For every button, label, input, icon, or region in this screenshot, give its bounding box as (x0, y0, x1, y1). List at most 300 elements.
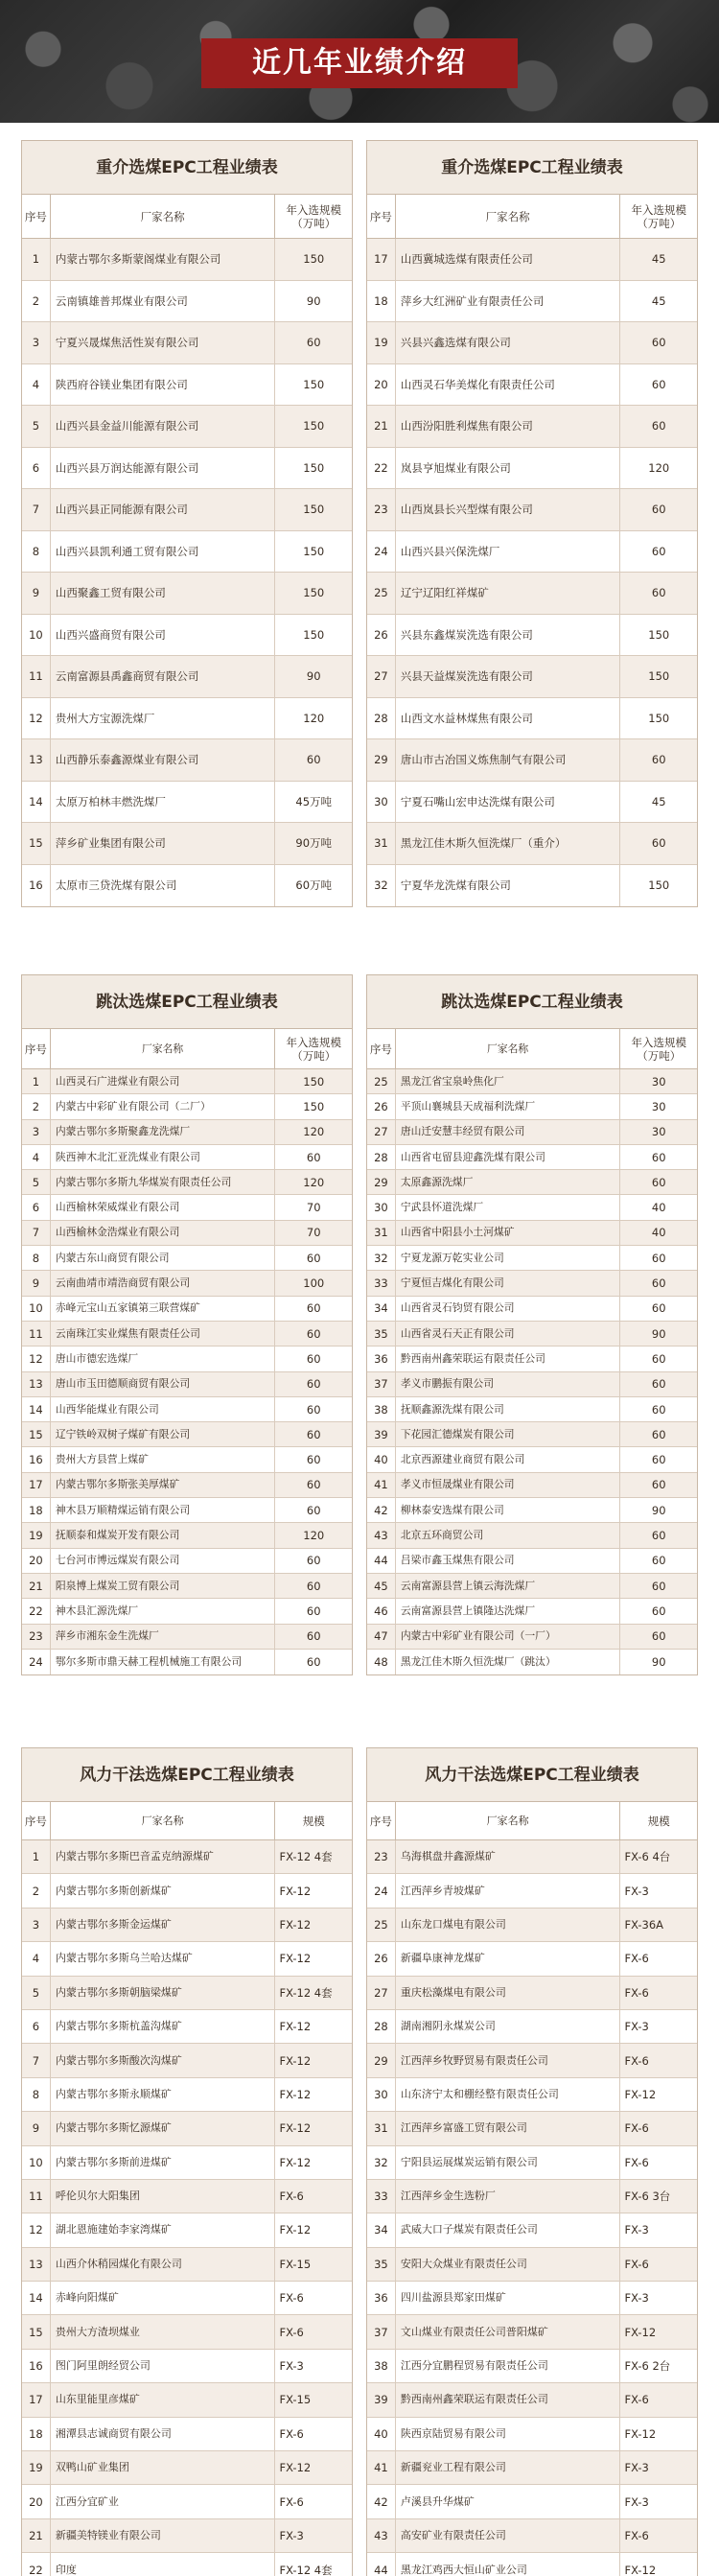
company-name: 山西汾阳胜利煤焦有限公司 (396, 406, 621, 447)
table-row (22, 2451, 352, 2485)
company-name: 太原鑫源洗煤厂 (396, 1170, 621, 1194)
row-number: 26 (367, 1094, 396, 1118)
row-number: 27 (367, 1120, 396, 1144)
table-row (367, 1874, 697, 1908)
company-name: 山东济宁太和棚经整有限责任公司 (396, 2078, 621, 2111)
row-number: 14 (22, 2282, 51, 2314)
company-name: 萍乡矿业集团有限公司 (51, 823, 276, 864)
capacity-value: 70 (306, 1226, 321, 1240)
capacity-value: 45 (651, 293, 666, 308)
company-name: 内蒙古中彩矿业有限公司（二厂） (51, 1094, 276, 1118)
scale-value: FX-12 (279, 1952, 312, 1966)
table-row (22, 1473, 352, 1498)
company-name: 湘潭县志诚商贸有限公司 (51, 2418, 276, 2450)
company-name: 宁夏兴晟煤焦活性炭有限公司 (51, 322, 276, 363)
table-row (367, 2418, 697, 2451)
table-header (22, 1029, 352, 1069)
capacity-value: 60 (651, 336, 666, 350)
table-row (22, 823, 352, 865)
row-number: 16 (22, 2350, 51, 2382)
row-number: 14 (22, 782, 51, 823)
company-name: 内蒙古鄂尔多斯朝脑梁煤矿 (51, 1977, 276, 2009)
row-number: 41 (367, 1473, 396, 1497)
scale-value: FX-12 (279, 2223, 312, 2237)
scale-value: FX-12 4套 (279, 1985, 333, 2000)
company-name: 内蒙古鄂尔多斯张美厚煤矿 (51, 1473, 276, 1497)
company-name: 平顶山襄城县天成福利洗煤厂 (396, 1094, 621, 1118)
capacity-value: 120 (303, 1528, 325, 1542)
header-name: 厂家名称 (51, 1802, 276, 1839)
company-name: 宁夏龙源万乾实业公司 (396, 1246, 621, 1270)
company-name: 陕西府谷镁业集团有限公司 (51, 364, 276, 406)
company-name: 宁武县怀道洗煤厂 (396, 1195, 621, 1219)
scale-value: FX-6 (624, 2053, 649, 2068)
row-number: 41 (367, 2451, 396, 2484)
header-name: 厂家名称 (396, 1029, 621, 1068)
company-name: 赤峰向阳煤矿 (51, 2282, 276, 2314)
section-dense-medium (21, 140, 698, 907)
company-name: 重庆松藻煤电有限公司 (396, 1977, 621, 2009)
company-name: 陕西京陆贸易有限公司 (396, 2418, 621, 2450)
table-row (367, 1909, 697, 1942)
capacity-value: 150 (303, 252, 325, 267)
scale-value: FX-12 (279, 1884, 312, 1898)
table-row (367, 782, 697, 824)
capacity-value: 60 (306, 1503, 321, 1517)
row-number: 26 (367, 615, 396, 656)
company-name: 山西灵石华美煤化有限责任公司 (396, 364, 621, 406)
scale-value: FX-3 (624, 2461, 649, 2475)
header-no: 序号 (22, 195, 51, 238)
company-name: 山西省灵石天正有限公司 (396, 1322, 621, 1346)
table-row (22, 1170, 352, 1195)
capacity-value: 60 (306, 1301, 321, 1316)
scale-value: FX-6 (624, 1952, 649, 1966)
scale-value: FX-12 (279, 2020, 312, 2034)
table-row (367, 1840, 697, 1874)
capacity-value: 150 (303, 1099, 325, 1113)
company-name: 黔西南州鑫荣联运有限责任公司 (396, 1347, 621, 1370)
capacity-value: 45万吨 (295, 794, 333, 808)
table-row (22, 1422, 352, 1447)
header-no: 序号 (22, 1802, 51, 1839)
company-name: 山西聚鑫工贸有限公司 (51, 573, 276, 614)
capacity-value: 60 (306, 1326, 321, 1341)
company-name: 山西榆林金浩煤业有限公司 (51, 1221, 276, 1245)
company-name: 神木县万顺精煤运销有限公司 (51, 1498, 276, 1522)
capacity-value: 40 (651, 1226, 666, 1240)
company-name: 吕梁市鑫玉煤焦有限公司 (396, 1549, 621, 1573)
table-row (22, 782, 352, 824)
row-number: 23 (367, 1840, 396, 1873)
company-name: 四川盐源县郑家田煤矿 (396, 2282, 621, 2314)
row-number: 25 (367, 1909, 396, 1941)
row-number: 40 (367, 2418, 396, 2450)
scale-value: FX-6 (624, 2121, 649, 2136)
table-row (22, 2010, 352, 2044)
company-name: 兴县天益煤炭洗选有限公司 (396, 656, 621, 697)
row-number: 31 (367, 823, 396, 864)
company-name: 内蒙古鄂尔多斯聚鑫龙洗煤厂 (51, 1120, 276, 1144)
company-name: 黔西南州鑫荣联运有限责任公司 (396, 2383, 621, 2416)
table-row (22, 2180, 352, 2213)
row-number: 28 (367, 1145, 396, 1169)
table-row (22, 1347, 352, 1371)
company-name: 山东龙口煤电有限公司 (396, 1909, 621, 1941)
table-row (22, 1297, 352, 1322)
capacity-value: 150 (303, 586, 325, 600)
row-number: 11 (22, 1322, 51, 1346)
table-row (22, 2383, 352, 2417)
capacity-value: 150 (303, 544, 325, 558)
row-number: 30 (367, 782, 396, 823)
row-number: 10 (22, 1297, 51, 1321)
company-name: 山西灵石广进煤业有限公司 (51, 1069, 276, 1093)
capacity-value: 60 (651, 1629, 666, 1644)
company-name: 孝义市恒晟煤业有限公司 (396, 1473, 621, 1497)
row-number: 38 (367, 2350, 396, 2382)
company-name: 黑龙江鸡西大恒山矿业公司 (396, 2553, 621, 2576)
row-number: 30 (367, 1195, 396, 1219)
row-number: 27 (367, 1977, 396, 2009)
scale-value: FX-12 4套 (279, 1850, 333, 1864)
company-name: 太原市三贷洗煤有限公司 (51, 865, 276, 907)
table-row (367, 2044, 697, 2077)
company-name: 云南富源县营上镇云海洗煤厂 (396, 1574, 621, 1598)
table-row (367, 322, 697, 364)
company-name: 唐山迁安慧丰经贸有限公司 (396, 1120, 621, 1144)
scale-value: FX-12 (279, 2053, 312, 2068)
company-name: 萍乡市湘东金生洗煤厂 (51, 1625, 276, 1649)
row-number: 21 (22, 1574, 51, 1598)
row-number: 18 (367, 281, 396, 322)
table-title: 跳汰选煤EPC工程业绩表 (22, 975, 352, 1029)
table-row (367, 1347, 697, 1371)
table-row (22, 1549, 352, 1574)
table-row (22, 1523, 352, 1548)
table-row (367, 1145, 697, 1170)
row-number: 21 (22, 2519, 51, 2552)
table-row (367, 2451, 697, 2485)
row-number: 24 (367, 1874, 396, 1907)
results-table (21, 140, 353, 907)
capacity-value: 60 (306, 1377, 321, 1392)
row-number: 44 (367, 1549, 396, 1573)
table-row (22, 1145, 352, 1170)
table-row (367, 1977, 697, 2010)
results-table (21, 1747, 353, 2576)
table-row (22, 1840, 352, 1874)
row-number: 15 (22, 2315, 51, 2348)
capacity-value: 60 (651, 1150, 666, 1164)
header-name: 厂家名称 (51, 1029, 276, 1068)
capacity-value: 30 (651, 1074, 666, 1089)
table-row (367, 2485, 697, 2518)
table-row (367, 1322, 697, 1347)
scale-value: FX-3 (624, 1884, 649, 1898)
scale-value: FX-6 3台 (624, 2190, 671, 2204)
row-number: 18 (22, 2418, 51, 2450)
capacity-value: 60 (306, 1604, 321, 1618)
table-row (22, 739, 352, 782)
row-number: 17 (22, 2383, 51, 2416)
row-number: 46 (367, 1599, 396, 1623)
capacity-value: 60 (651, 1579, 666, 1593)
capacity-value: 60 (651, 377, 666, 391)
table-row (22, 281, 352, 323)
capacity-value: 45 (651, 252, 666, 267)
row-number: 44 (367, 2553, 396, 2576)
row-number: 9 (22, 1271, 51, 1295)
capacity-value: 150 (303, 419, 325, 433)
row-number: 43 (367, 1523, 396, 1547)
table-row (22, 1246, 352, 1271)
row-number: 34 (367, 1297, 396, 1321)
capacity-value: 120 (303, 711, 325, 725)
company-name: 辽宁辽阳红祥煤矿 (396, 573, 621, 614)
capacity-value: 150 (303, 627, 325, 642)
company-name: 鄂尔多斯市鼎天赫工程机械施工有限公司 (51, 1650, 276, 1674)
header-name: 厂家名称 (396, 195, 621, 238)
company-name: 内蒙古中彩矿业有限公司（一厂） (396, 1625, 621, 1649)
results-table (21, 974, 353, 1675)
company-name: 乌海棋盘井鑫源煤矿 (396, 1840, 621, 1873)
scale-value: FX-12 (624, 2087, 657, 2101)
company-name: 安阳大众煤业有限责任公司 (396, 2248, 621, 2281)
row-number: 17 (367, 239, 396, 280)
table-row (367, 2213, 697, 2247)
header-scale: 规模 (302, 1814, 325, 1828)
capacity-value: 150 (303, 503, 325, 517)
capacity-value: 60 (651, 1528, 666, 1542)
table-header (367, 195, 697, 239)
row-number: 20 (22, 1549, 51, 1573)
table-row (22, 2418, 352, 2451)
table-row (22, 1397, 352, 1422)
capacity-value: 60 (651, 1351, 666, 1366)
company-name: 贵州大方县营上煤矿 (51, 1447, 276, 1471)
table-row (22, 1942, 352, 1976)
capacity-value: 60 (651, 544, 666, 558)
capacity-value: 90 (651, 1326, 666, 1341)
row-number: 31 (367, 1221, 396, 1245)
company-name: 文山煤业有限责任公司普阳煤矿 (396, 2315, 621, 2348)
table-row (367, 2315, 697, 2349)
row-number: 36 (367, 2282, 396, 2314)
company-name: 内蒙古鄂尔多斯乌兰哈达煤矿 (51, 1942, 276, 1975)
company-name: 山西省灵石钧贸有限公司 (396, 1297, 621, 1321)
table-row (367, 1574, 697, 1599)
capacity-value: 60 (651, 419, 666, 433)
company-name: 唐山市德宏选煤厂 (51, 1347, 276, 1370)
company-name: 武威大口子煤炭有限责任公司 (396, 2213, 621, 2246)
row-number: 36 (367, 1347, 396, 1370)
row-number: 28 (367, 698, 396, 739)
table-row (22, 1498, 352, 1523)
company-name: 新疆阜康神龙煤矿 (396, 1942, 621, 1975)
table-row (367, 573, 697, 615)
row-number: 42 (367, 2485, 396, 2517)
table-row (22, 489, 352, 531)
capacity-value: 60 (651, 753, 666, 767)
row-number: 6 (22, 1195, 51, 1219)
table-row (22, 2485, 352, 2518)
company-name: 内蒙古鄂尔多斯酸次沟煤矿 (51, 2044, 276, 2076)
table-row (22, 1120, 352, 1145)
row-number: 25 (367, 573, 396, 614)
company-name: 唐山市古冶国义炼焦制气有限公司 (396, 739, 621, 781)
header-capacity: 年入选规模（万吨） (286, 202, 341, 230)
table-row (22, 239, 352, 281)
row-number: 5 (22, 1977, 51, 2009)
header-capacity: 年入选规模（万吨） (631, 202, 686, 230)
company-name: 宁夏石嘴山宏申达洗煤有限公司 (396, 782, 621, 823)
company-name: 内蒙古鄂尔多斯蒙阁煤业有限公司 (51, 239, 276, 280)
capacity-value: 60 (306, 1478, 321, 1492)
table-row (22, 615, 352, 657)
table-row (367, 1523, 697, 1548)
table-row (22, 1195, 352, 1220)
row-number: 17 (22, 1473, 51, 1497)
table-row (367, 531, 697, 574)
row-number: 33 (367, 1271, 396, 1295)
row-number: 2 (22, 281, 51, 322)
table-title: 风力干法选煤EPC工程业绩表 (22, 1748, 352, 1802)
capacity-value: 60 (651, 1402, 666, 1417)
company-name: 山西静乐泰鑫源煤业有限公司 (51, 739, 276, 781)
company-name: 山西兴县金益川能源有限公司 (51, 406, 276, 447)
company-name: 辽宁铁岭双树子煤矿有限公司 (51, 1422, 276, 1446)
table-row (367, 1942, 697, 1976)
row-number: 19 (22, 1523, 51, 1547)
table-row (367, 1120, 697, 1145)
capacity-value: 60 (306, 1579, 321, 1593)
company-name: 神木县汇源洗煤厂 (51, 1599, 276, 1623)
company-name: 山西兴县凯利通工贸有限公司 (51, 531, 276, 573)
table-row (22, 2248, 352, 2282)
page-title: 近几年业绩介绍 (201, 38, 518, 88)
results-table (366, 974, 698, 1675)
row-number: 2 (22, 1094, 51, 1118)
header-scale: 规模 (647, 1814, 670, 1828)
table-row (22, 2519, 352, 2553)
table-row (367, 1372, 697, 1397)
table-row (22, 2213, 352, 2247)
table-row (22, 2112, 352, 2145)
row-number: 8 (22, 1246, 51, 1270)
company-name: 贵州大方渣坝煤业 (51, 2315, 276, 2348)
row-number: 23 (367, 489, 396, 530)
company-name: 岚县亨旭煤业有限公司 (396, 448, 621, 489)
table-row (22, 2282, 352, 2315)
table-row (367, 2112, 697, 2145)
company-name: 山西华能煤业有限公司 (51, 1397, 276, 1421)
company-name: 萍乡大红洲矿业有限责任公司 (396, 281, 621, 322)
capacity-value: 60 (651, 1604, 666, 1618)
capacity-value: 150 (648, 627, 670, 642)
table-row (367, 2010, 697, 2044)
company-name: 山西文水益林煤焦有限公司 (396, 698, 621, 739)
row-number: 38 (367, 1397, 396, 1421)
capacity-value: 60 (651, 1453, 666, 1467)
table-row (22, 1977, 352, 2010)
capacity-value: 60 (306, 753, 321, 767)
company-name: 江西萍乡金生选粉厂 (396, 2180, 621, 2213)
row-number: 4 (22, 1942, 51, 1975)
table-row (367, 1195, 697, 1220)
scale-value: FX-12 (279, 2087, 312, 2101)
row-number: 2 (22, 1874, 51, 1907)
table-row (367, 1069, 697, 1094)
company-name: 太原万柏林丰燃洗煤厂 (51, 782, 276, 823)
company-name: 云南曲靖市靖浩商贸有限公司 (51, 1271, 276, 1295)
company-name: 北京西源建业商贸有限公司 (396, 1447, 621, 1471)
scale-value: FX-3 (279, 2359, 304, 2374)
company-name: 宁夏恒吉煤化有限公司 (396, 1271, 621, 1295)
company-name: 山西兴盛商贸有限公司 (51, 615, 276, 656)
table-row (22, 1069, 352, 1094)
table-row (367, 2146, 697, 2180)
row-number: 28 (367, 2010, 396, 2043)
table-row (367, 1094, 697, 1119)
row-number: 1 (22, 1840, 51, 1873)
row-number: 35 (367, 1322, 396, 1346)
results-table (366, 1747, 698, 2576)
table-row (22, 1625, 352, 1650)
scale-value: FX-6 2台 (624, 2359, 671, 2374)
header-no: 序号 (22, 1029, 51, 1068)
capacity-value: 150 (303, 460, 325, 475)
capacity-value: 60 (306, 1654, 321, 1669)
scale-value: FX-6 (279, 2494, 304, 2509)
capacity-value: 150 (648, 878, 670, 893)
table-row (367, 2180, 697, 2213)
capacity-value: 60 (306, 336, 321, 350)
company-name: 内蒙古鄂尔多斯创新煤矿 (51, 1874, 276, 1907)
capacity-value: 90 (306, 669, 321, 684)
capacity-value: 60 (306, 1427, 321, 1441)
table-title: 重介选煤EPC工程业绩表 (22, 141, 352, 195)
scale-value: FX-6 4台 (624, 1850, 671, 1864)
row-number: 16 (22, 865, 51, 907)
company-name: 山西岚县长兴型煤有限公司 (396, 489, 621, 530)
company-name: 山西省中阳县小土河煤矿 (396, 1221, 621, 1245)
table-row (367, 281, 697, 323)
row-number: 32 (367, 865, 396, 907)
company-name: 江西分宜鹏程贸易有限责任公司 (396, 2350, 621, 2382)
company-name: 内蒙古鄂尔多斯巴音孟克纳源煤矿 (51, 1840, 276, 1873)
company-name: 印度 (51, 2553, 276, 2576)
table-row (367, 1447, 697, 1472)
capacity-value: 30 (651, 1099, 666, 1113)
scale-value: FX-6 (279, 2426, 304, 2441)
row-number: 37 (367, 2315, 396, 2348)
company-name: 新疆兖业工程有限公司 (396, 2451, 621, 2484)
table-row (367, 1498, 697, 1523)
row-number: 21 (367, 406, 396, 447)
company-name: 陕西神木北汇亚洗煤业有限公司 (51, 1145, 276, 1169)
row-number: 1 (22, 1069, 51, 1093)
table-row (367, 2519, 697, 2553)
capacity-value: 60 (651, 1377, 666, 1392)
capacity-value: 60 (306, 1150, 321, 1164)
row-number: 30 (367, 2078, 396, 2111)
capacity-value: 60 (651, 1276, 666, 1291)
company-name: 唐山市玉田德顺商贸有限公司 (51, 1372, 276, 1396)
coal-banner (0, 0, 719, 123)
table-row (367, 2553, 697, 2576)
capacity-value: 90 (306, 293, 321, 308)
